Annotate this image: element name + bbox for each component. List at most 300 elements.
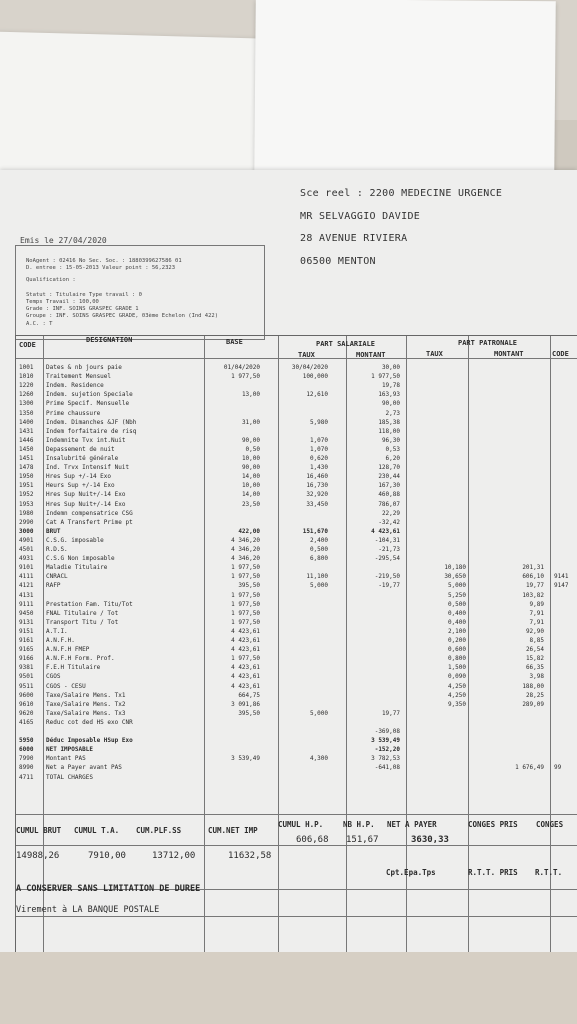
cell-code: 1220 xyxy=(19,382,34,390)
cell-code: 6000 xyxy=(19,746,34,754)
cell-base: 1 977,50 xyxy=(231,600,260,608)
cell-mp: 1 676,49 xyxy=(515,764,544,772)
cell-desi: CGOS xyxy=(46,673,61,681)
cell-mont: 786,07 xyxy=(378,500,400,508)
header-line: NoAgent : 02416 No Sec. Soc. : 1880399627586 01 xyxy=(26,258,182,264)
summary-value: 7910,00 xyxy=(88,851,126,861)
cell-taux: 16,730 xyxy=(306,482,328,490)
cell-mont: 22,29 xyxy=(381,509,400,517)
cell-mont: -19,77 xyxy=(378,582,400,590)
summary-sub-label: Cpt.Epa.Tps xyxy=(386,868,436,877)
cell-base: 4 423,61 xyxy=(231,637,260,644)
cell-desi: Indem. Dimanches &JF (Nbh xyxy=(46,418,137,426)
cell-mp: 7,91 xyxy=(529,618,544,626)
cell-base: 13,00 xyxy=(241,391,260,399)
cell-mont: 460,88 xyxy=(378,491,400,499)
cell-desi: Indemnite Tvx int.Nuit xyxy=(46,436,126,444)
cell-desi: Maladie Titulaire xyxy=(46,564,108,572)
cell-mont: 167,30 xyxy=(378,482,400,490)
cell-desi: A.N.F.H FMEP xyxy=(46,646,90,654)
cell-code: 9600 xyxy=(19,691,34,699)
table-row xyxy=(16,364,577,371)
cell-base: 4 423,61 xyxy=(231,646,260,654)
table-row xyxy=(16,510,577,517)
col-code: CODE xyxy=(19,341,36,349)
table-row xyxy=(16,473,577,480)
payslip-table xyxy=(15,335,577,990)
cell-mont: 2,73 xyxy=(385,409,400,417)
cell-code: 3000 xyxy=(19,527,34,535)
table-row xyxy=(16,655,577,662)
cell-code: 1431 xyxy=(19,427,34,435)
table-row xyxy=(16,382,577,389)
cell-code: 1446 xyxy=(19,436,34,444)
table-row xyxy=(16,646,577,653)
service-line: Sce reel : 2200 MEDECINE URGENCE xyxy=(300,188,503,199)
summary-label: CUMUL H.P. xyxy=(278,820,324,829)
cell-tp: 5,250 xyxy=(447,591,466,599)
cell-desi: Depassement de nuit xyxy=(46,445,115,453)
summary-label: CUMUL T.A. xyxy=(74,826,120,835)
table-row xyxy=(16,391,577,398)
cell-desi: Prime Specif. Mensuelle xyxy=(46,400,130,408)
table-row xyxy=(16,737,577,744)
table-row xyxy=(16,774,577,781)
cell-taux: 30/04/2020 xyxy=(291,364,328,371)
table-row xyxy=(16,582,577,589)
cell-taux: 5,000 xyxy=(309,709,328,717)
summary-sub-label: R.T.T. PRIS xyxy=(468,868,518,877)
cell-tp: 0,400 xyxy=(447,618,466,626)
header-info-box xyxy=(15,245,265,340)
cell-mp: 289,09 xyxy=(522,700,544,708)
table-row xyxy=(16,501,577,508)
cell-mp: 8,85 xyxy=(529,637,544,644)
cell-mont: 3 782,53 xyxy=(371,755,400,763)
cell-mont: 128,70 xyxy=(378,464,400,472)
table-row xyxy=(16,519,577,526)
cell-taux: 4,300 xyxy=(309,755,328,763)
table-row xyxy=(16,692,577,699)
address-city: 06500 MENTON xyxy=(300,256,376,267)
table-row xyxy=(16,728,577,735)
cell-desi: TOTAL CHARGES xyxy=(46,773,93,781)
header-line: Grade : INF. SOINS GRASPEC GRADE 1 xyxy=(26,306,139,312)
table-row xyxy=(16,537,577,544)
table-row xyxy=(16,619,577,626)
cell-code: 1478 xyxy=(19,464,34,472)
cell-code: 4165 xyxy=(19,718,34,726)
summary-sub-label: R.T.T. xyxy=(535,868,563,877)
overlapping-paper-right xyxy=(254,0,556,181)
cell-code: 1980 xyxy=(19,509,34,517)
cell-mont: 163,93 xyxy=(378,391,400,399)
cell-desi: Indem forfaitaire de risq xyxy=(46,427,137,435)
col-taux: TAUX xyxy=(298,351,315,359)
cell-taux: 33,450 xyxy=(306,500,328,508)
cell-cp: 9141 xyxy=(554,573,569,581)
cell-tp: 0,090 xyxy=(447,673,466,681)
cell-taux: 151,670 xyxy=(302,527,328,535)
summary-label: NET A PAYER xyxy=(387,820,437,829)
cell-taux: 5,000 xyxy=(309,582,328,590)
cell-taux: 11,100 xyxy=(306,573,328,581)
cell-desi: Hres Sup +/-14 Exo xyxy=(46,473,112,481)
cell-desi: Taxe/Salaire Mens. Tx2 xyxy=(46,700,126,708)
table-row xyxy=(16,683,577,690)
cell-mont: 96,30 xyxy=(381,436,400,444)
cell-mont: -21,73 xyxy=(378,546,400,553)
cell-base: 1 977,50 xyxy=(231,609,260,617)
cell-tp: 0,200 xyxy=(447,637,466,644)
table-row xyxy=(16,719,577,726)
cell-taux: 1,430 xyxy=(309,464,328,472)
cell-code: 1260 xyxy=(19,391,34,399)
cell-mont: 3 539,49 xyxy=(371,737,400,745)
col-montant: MONTANT xyxy=(356,351,386,359)
cell-taux: 0,500 xyxy=(309,546,328,553)
table-row xyxy=(16,555,577,562)
cell-code: 9166 xyxy=(19,655,34,663)
cell-desi: BRUT xyxy=(46,527,61,535)
cell-mont: 19,77 xyxy=(381,709,400,717)
cell-mp: 19,77 xyxy=(525,582,544,590)
table-row xyxy=(16,601,577,608)
cell-base: 395,50 xyxy=(238,709,260,717)
cell-base: 10,00 xyxy=(241,482,260,490)
cell-mont: -641,08 xyxy=(374,764,400,772)
cell-mont: 1 977,50 xyxy=(371,373,400,381)
cell-desi: RAFP xyxy=(46,582,61,590)
cell-code: 1951 xyxy=(19,482,34,490)
cell-code: 1950 xyxy=(19,473,34,481)
background-table-bottom xyxy=(0,952,577,1024)
cell-base: 31,00 xyxy=(241,418,260,426)
cell-desi: A.N.F.H Form. Prof. xyxy=(46,655,115,663)
cell-mont: -295,54 xyxy=(374,555,400,563)
table-row xyxy=(16,400,577,407)
cell-code: 4111 xyxy=(19,573,34,581)
cell-tp: 0,500 xyxy=(447,600,466,608)
cell-desi: Heurs Sup +/-14 Exo xyxy=(46,482,115,490)
cell-mont: 0,53 xyxy=(385,445,400,453)
cell-taux: 6,800 xyxy=(309,555,328,563)
cell-base: 422,00 xyxy=(238,527,260,535)
cell-code: 4931 xyxy=(19,555,34,563)
address-street: 28 AVENUE RIVIERA xyxy=(300,233,408,244)
col-taux-patronal: TAUX xyxy=(426,350,443,358)
cell-code: 4501 xyxy=(19,546,34,553)
cell-base: 4 346,20 xyxy=(231,546,260,553)
table-row xyxy=(16,446,577,453)
cell-desi: FNAL Titulaire / Tot xyxy=(46,609,119,617)
table-row xyxy=(16,564,577,571)
cell-desi: CNRACL xyxy=(46,573,68,581)
table-row xyxy=(16,428,577,435)
table-row xyxy=(16,755,577,762)
cell-code: 4901 xyxy=(19,536,34,544)
cell-desi: Hres Sup Nuit+/-14 Exo xyxy=(46,500,126,508)
cell-base: 1 977,50 xyxy=(231,618,260,626)
cell-desi: Net a Payer avant PAS xyxy=(46,764,122,772)
cell-base: 14,00 xyxy=(241,491,260,499)
cell-base: 1 977,50 xyxy=(231,573,260,581)
cell-code: 5950 xyxy=(19,737,34,745)
cell-desi: A.N.F.H. xyxy=(46,637,75,644)
cell-taux: 1,070 xyxy=(309,445,328,453)
table-row xyxy=(16,637,577,644)
cell-mont: -369,08 xyxy=(374,728,400,735)
header-line: A.C. : T xyxy=(26,321,53,327)
cell-tp: 0,600 xyxy=(447,646,466,654)
cell-mont: 118,00 xyxy=(378,427,400,435)
cell-taux: 12,610 xyxy=(306,391,328,399)
footer-bank: Virement à LA BANQUE POSTALE xyxy=(16,905,160,915)
cell-desi: Ind. Trvx Intensif Nuit xyxy=(46,464,130,472)
table-row xyxy=(16,673,577,680)
cell-mont: -219,50 xyxy=(374,573,400,581)
summary-value: 14988,26 xyxy=(16,851,60,861)
cell-tp: 30,650 xyxy=(444,573,466,581)
cell-base: 3 539,49 xyxy=(231,755,260,763)
cell-code: 9511 xyxy=(19,682,34,690)
header-line: Temps Travail : 100,00 xyxy=(26,299,99,305)
summary-value: 11632,58 xyxy=(228,851,272,861)
cell-mont: 90,00 xyxy=(381,400,400,408)
payslip-document xyxy=(0,170,577,952)
cell-code: 9111 xyxy=(19,600,34,608)
summary-value: 606,68 xyxy=(296,835,329,845)
summary-value: 13712,00 xyxy=(152,851,196,861)
cell-code: 4121 xyxy=(19,582,34,590)
col-base: BASE xyxy=(226,338,243,346)
cell-desi: Traitement Mensuel xyxy=(46,373,112,381)
cell-base: 664,75 xyxy=(238,691,260,699)
table-row xyxy=(16,419,577,426)
cell-mont: 4 423,61 xyxy=(371,527,400,535)
cell-tp: 0,800 xyxy=(447,655,466,663)
cell-base: 1 977,50 xyxy=(231,373,260,381)
header-line: Qualification : xyxy=(26,277,76,283)
cell-desi: Dates & nb jours paie xyxy=(46,364,122,371)
cell-taux: 5,980 xyxy=(309,418,328,426)
header-line: D. entree : 15-05-2013 Valeur point : 56,2323 xyxy=(26,265,176,271)
cell-base: 90,00 xyxy=(241,464,260,472)
cell-desi: C.S.G. imposable xyxy=(46,536,104,544)
cell-mp: 188,00 xyxy=(522,682,544,690)
cell-base: 10,00 xyxy=(241,455,260,462)
cell-mp: 103,82 xyxy=(522,591,544,599)
cell-code: 1001 xyxy=(19,364,34,371)
cell-tp: 5,000 xyxy=(447,582,466,590)
cell-base: 01/04/2020 xyxy=(223,364,260,371)
table-row xyxy=(16,455,577,462)
summary-label: CUMUL BRUT xyxy=(16,826,62,835)
col-montant-patronal: MONTANT xyxy=(494,350,524,358)
cell-desi: Transport Titu / Tot xyxy=(46,618,119,626)
cell-base: 1 977,50 xyxy=(231,655,260,663)
cell-mp: 15,82 xyxy=(525,655,544,663)
cell-mont: 19,78 xyxy=(381,382,400,390)
table-row xyxy=(16,628,577,635)
cell-mont: 230,44 xyxy=(378,473,400,481)
cell-code: 1400 xyxy=(19,418,34,426)
cell-code: 9610 xyxy=(19,700,34,708)
cell-tp: 0,400 xyxy=(447,609,466,617)
cell-desi: Prestation Fam. Titu/Tot xyxy=(46,600,133,608)
header-line: Groupe : INF. SOINS GRASPEC GRADE, 03ème Echelon (Ind 422) xyxy=(26,313,219,319)
period-label: Emis le 27/04/2020 xyxy=(20,236,107,245)
cell-desi: Déduc Imposable HSup Exo xyxy=(46,737,133,745)
cell-tp: 9,350 xyxy=(447,700,466,708)
cell-mont: -32,42 xyxy=(378,518,400,526)
table-row xyxy=(16,437,577,444)
cell-taux: 32,920 xyxy=(306,491,328,499)
cell-code: 9450 xyxy=(19,609,34,617)
cell-desi: Montant PAS xyxy=(46,755,86,763)
cell-code: 9165 xyxy=(19,646,34,654)
cell-mp: 28,25 xyxy=(525,691,544,699)
cell-desi: C.S.G Non imposable xyxy=(46,555,115,563)
cell-desi: Taxe/Salaire Mens. Tx3 xyxy=(46,709,126,717)
cell-desi: Cat A Transfert Prime pt xyxy=(46,518,133,526)
cell-mp: 9,89 xyxy=(529,600,544,608)
cell-code: 9131 xyxy=(19,618,34,626)
summary-value: 3630,33 xyxy=(411,835,449,845)
table-row xyxy=(16,701,577,708)
cell-code: 9151 xyxy=(19,627,34,635)
cell-desi: Reduc cot ded HS exo CNR xyxy=(46,718,133,726)
footer-keep-notice: A CONSERVER SANS LIMITATION DE DUREE xyxy=(16,884,201,894)
summary-label: CONGES xyxy=(536,820,564,829)
cell-code: 9381 xyxy=(19,664,34,672)
cell-desi: Indem. Residence xyxy=(46,382,104,390)
cell-tp: 10,180 xyxy=(444,564,466,572)
cell-desi: Indem. sujetion Speciale xyxy=(46,391,133,399)
cell-taux: 1,070 xyxy=(309,436,328,444)
table-row xyxy=(16,373,577,380)
cell-base: 4 346,20 xyxy=(231,555,260,563)
cell-mp: 66,35 xyxy=(525,664,544,672)
cell-code: 1300 xyxy=(19,400,34,408)
table-row xyxy=(16,764,577,771)
cell-base: 1 977,50 xyxy=(231,564,260,572)
cell-mont: -104,31 xyxy=(374,536,400,544)
table-row xyxy=(16,746,577,753)
cell-tp: 2,100 xyxy=(447,627,466,635)
cell-desi: R.D.S. xyxy=(46,546,68,553)
cell-desi: Taxe/Salaire Mens. Tx1 xyxy=(46,691,126,699)
cell-desi: Indemn compensatrice CSG xyxy=(46,509,133,517)
cell-code: 9161 xyxy=(19,637,34,644)
cell-mp: 3,98 xyxy=(529,673,544,681)
cell-taux: 16,460 xyxy=(306,473,328,481)
cell-mp: 7,91 xyxy=(529,609,544,617)
cell-code: 4131 xyxy=(19,591,34,599)
cell-base: 4 423,61 xyxy=(231,664,260,672)
cell-taux: 100,000 xyxy=(302,373,328,381)
table-row xyxy=(16,546,577,553)
table-row xyxy=(16,482,577,489)
cell-base: 0,50 xyxy=(245,445,260,453)
cell-base: 14,00 xyxy=(241,473,260,481)
table-row xyxy=(16,410,577,417)
summary-label: CUM.NET IMP xyxy=(208,826,258,835)
cell-code: 2990 xyxy=(19,518,34,526)
cell-base: 1 977,50 xyxy=(231,591,260,599)
cell-code: 1350 xyxy=(19,409,34,417)
cell-desi: Insalubrité générale xyxy=(46,455,119,462)
cell-tp: 1,500 xyxy=(447,664,466,672)
cell-desi: CGOS - CESU xyxy=(46,682,86,690)
employee-name: MR SELVAGGIO DAVIDE xyxy=(300,211,421,222)
cell-desi: A.T.I. xyxy=(46,627,68,635)
cell-code: 1451 xyxy=(19,455,34,462)
cell-mont: 30,00 xyxy=(381,364,400,371)
cell-tp: 4,250 xyxy=(447,682,466,690)
cell-code: 1010 xyxy=(19,373,34,381)
col-part-salariale: PART SALARIALE xyxy=(316,340,376,348)
table-row xyxy=(16,710,577,717)
cell-code: 1953 xyxy=(19,500,34,508)
cell-code: 9620 xyxy=(19,709,34,717)
cell-mont: 6,20 xyxy=(385,455,400,462)
table-row xyxy=(16,491,577,498)
header-line: Statut : Titulaire Type travail : 0 xyxy=(26,292,142,298)
table-row xyxy=(16,464,577,471)
cell-base: 23,50 xyxy=(241,500,260,508)
cell-mp: 201,31 xyxy=(522,564,544,572)
cell-base: 4 346,20 xyxy=(231,536,260,544)
summary-label: CONGES PRIS xyxy=(468,820,518,829)
cell-mp: 92,90 xyxy=(525,627,544,635)
cell-tp: 4,250 xyxy=(447,691,466,699)
cell-mont: 185,38 xyxy=(378,418,400,426)
cell-cp: 9147 xyxy=(554,582,569,590)
table-row xyxy=(16,592,577,599)
col-code-patronal: CODE xyxy=(552,350,569,358)
cell-base: 3 091,86 xyxy=(231,700,260,708)
cell-code: 9501 xyxy=(19,673,34,681)
cell-taux: 0,620 xyxy=(309,455,328,462)
summary-label: NB H.P. xyxy=(343,820,375,829)
cell-code: 1952 xyxy=(19,491,34,499)
table-row xyxy=(16,664,577,671)
cell-code: 7990 xyxy=(19,755,34,763)
cell-desi: Prime chaussure xyxy=(46,409,101,417)
cell-desi: F.E.H Titulaire xyxy=(46,664,101,672)
cell-taux: 2,400 xyxy=(309,536,328,544)
cell-mont: -152,20 xyxy=(374,746,400,754)
cell-base: 90,00 xyxy=(241,436,260,444)
cell-base: 4 423,61 xyxy=(231,682,260,690)
cell-base: 4 423,61 xyxy=(231,673,260,681)
cell-base: 395,50 xyxy=(238,582,260,590)
table-row xyxy=(16,610,577,617)
col-part-patronale: PART PATRONALE xyxy=(458,339,518,347)
summary-value: 151,67 xyxy=(346,835,379,845)
cell-code: 4711 xyxy=(19,773,34,781)
cell-base: 4 423,61 xyxy=(231,627,260,635)
table-row xyxy=(16,573,577,580)
col-designation: DESIGNATION xyxy=(86,336,133,344)
cell-code: 8990 xyxy=(19,764,34,772)
cell-desi: Hres Sup Nuit+/-14 Exo xyxy=(46,491,126,499)
cell-desi: NET IMPOSABLE xyxy=(46,746,93,754)
cell-cp: 99 xyxy=(554,764,562,772)
cell-mp: 606,10 xyxy=(522,573,544,581)
summary-label: CUM.PLF.SS xyxy=(136,826,182,835)
